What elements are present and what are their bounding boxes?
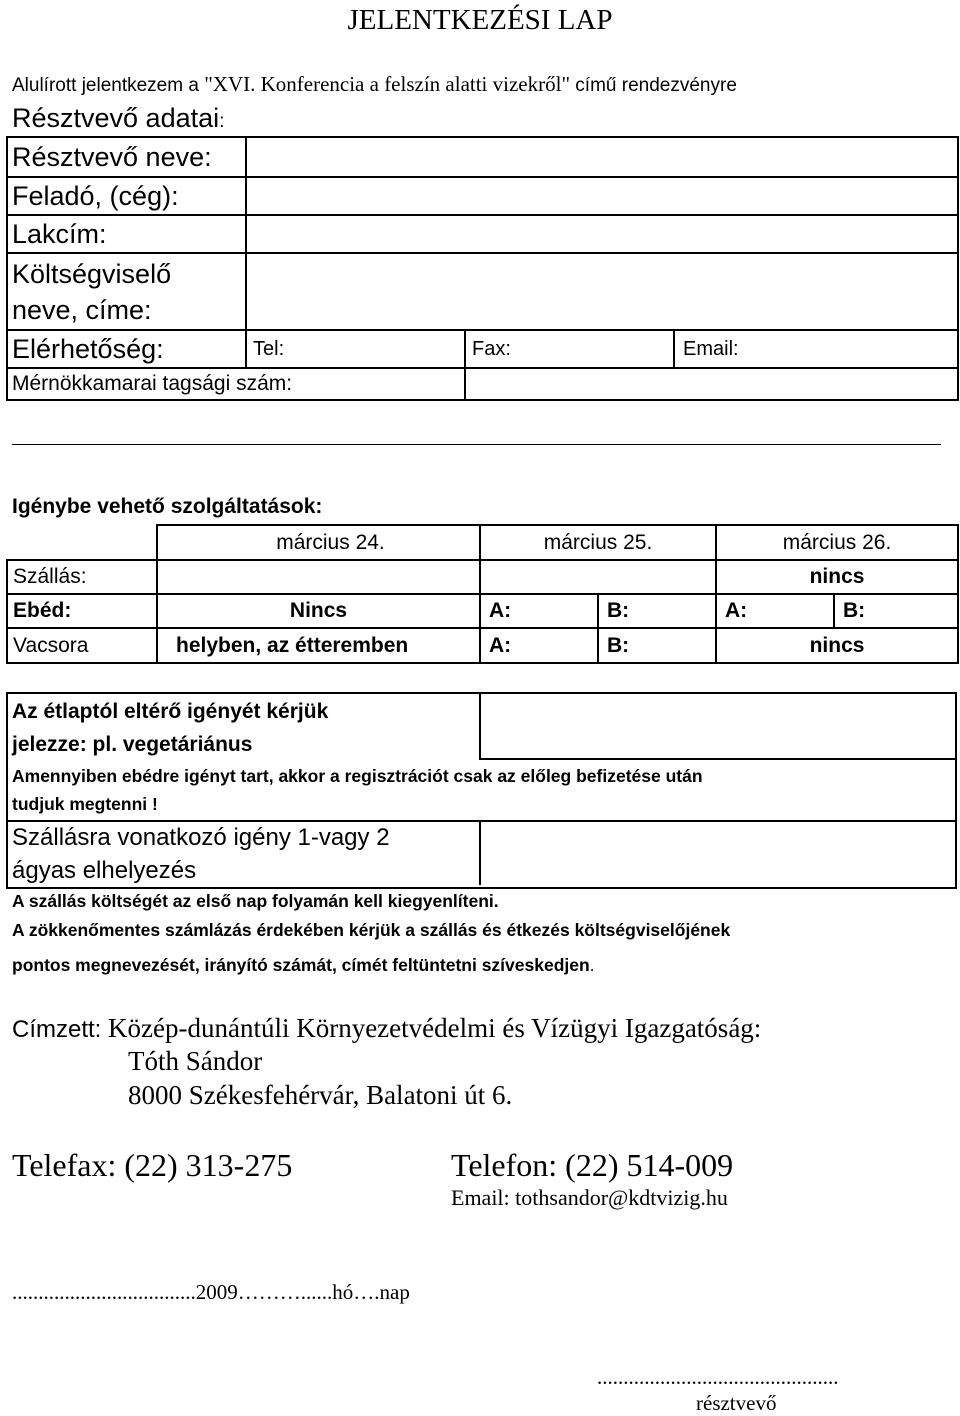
participant-heading xyxy=(12,101,224,139)
recipient-person: Tóth Sándor xyxy=(128,1046,263,1076)
payer-field[interactable] xyxy=(246,253,958,330)
payer-label-line-2: neve, címe: xyxy=(12,294,152,325)
dinner-day3-cell xyxy=(716,628,958,663)
participant-heading-text: Résztvevő adatai xyxy=(12,103,220,133)
lunch-day3-b-field[interactable] xyxy=(834,594,958,628)
lunch-day3-b-label: B: xyxy=(843,599,866,622)
lunch-day2-b-label: B: xyxy=(607,599,630,622)
dinner-day1-value: helyben, az étteremben xyxy=(176,633,409,657)
address-field[interactable] xyxy=(246,215,958,253)
room-label-line-2: ágyas elhelyezés xyxy=(12,857,197,884)
sender-label: Feladó, (cég): xyxy=(12,180,179,211)
contact-email: Email: tothsandor@kdtvizig.hu xyxy=(451,1185,728,1210)
lunch-day3-a-field[interactable] xyxy=(716,594,834,628)
email-field[interactable] xyxy=(674,330,958,368)
dinner-label: Vacsora xyxy=(13,633,89,657)
chamber-number-field[interactable] xyxy=(465,368,958,400)
lunch-label: Ebéd: xyxy=(13,599,72,622)
date-header-1 xyxy=(157,525,480,560)
email-label: Email: xyxy=(683,337,739,360)
tel-field[interactable] xyxy=(246,330,465,368)
chamber-label: Mérnökkamarai tagsági szám: xyxy=(12,372,293,395)
participant-heading-colon: : xyxy=(219,111,225,132)
dinner-day2-a-field[interactable] xyxy=(480,628,598,663)
signature-dots: .............................................. xyxy=(597,1365,839,1389)
date-1: március 24. xyxy=(276,530,385,554)
intro-line xyxy=(12,71,737,99)
address-label-cell xyxy=(7,215,246,253)
separator-line xyxy=(12,444,941,445)
dinner-day1-cell xyxy=(157,628,480,663)
participant-table xyxy=(6,136,959,401)
services-heading: Igénybe vehető szolgáltatások: xyxy=(12,495,323,518)
dinner-label-cell xyxy=(7,628,157,663)
lunch-day1-cell xyxy=(157,594,480,628)
billing-note-line-2-text: pontos megnevezését, irányító számát, címét feltüntetni szíveskedjen xyxy=(12,955,590,975)
billing-note-line-2-end: . xyxy=(589,955,595,975)
diet-input-box[interactable] xyxy=(479,692,955,760)
lunch-day2-b-field[interactable] xyxy=(598,594,716,628)
participant-name-label: Résztvevő neve: xyxy=(12,141,212,172)
payer-label-line-1: Költségviselő xyxy=(12,258,172,289)
payer-label-cell xyxy=(7,253,246,330)
date-header-3 xyxy=(716,525,958,560)
lodging-day3-cell xyxy=(716,560,958,594)
diet-note-line-2: tudjuk megtenni ! xyxy=(12,794,158,814)
room-payment-note: A szállás költségét az első nap folyamán kell kiegyenlíteni. xyxy=(12,891,499,911)
billing-note-line-1: A zökkenőmentes számlázás érdekében kérjük a szállás és étkezés költségviselőjének xyxy=(12,920,731,940)
lodging-day3-value: nincs xyxy=(809,565,865,588)
signature-label: résztvevő xyxy=(696,1391,777,1415)
name-label-cell xyxy=(7,137,246,177)
lunch-day3-a-label: A: xyxy=(725,599,748,622)
telefon-number: Telefon: (22) 514-009 xyxy=(451,1147,734,1183)
lunch-label-cell xyxy=(7,594,157,628)
date-header-2 xyxy=(480,525,716,560)
dinner-day2-b-label: B: xyxy=(607,633,630,657)
lodging-day2-field[interactable] xyxy=(480,560,716,594)
diet-note-line-1: Amennyiben ebédre igényt tart, akkor a regisztrációt csak az előleg befizetése után xyxy=(12,766,703,786)
diet-label-line-1: Az étlaptól eltérő igényét kérjük xyxy=(12,700,329,723)
participant-name-field[interactable] xyxy=(246,137,958,177)
room-input-box[interactable] xyxy=(479,820,955,885)
chamber-label-cell xyxy=(7,368,465,400)
diet-label-line-2: jelezze: pl. vegetáriánus xyxy=(12,733,253,756)
fax-field[interactable] xyxy=(465,330,674,368)
intro-prefix: Alulírott jelentkezem a xyxy=(12,75,205,96)
telefax-number: Telefax: (22) 313-275 xyxy=(12,1147,293,1183)
conference-name: "XVI. Konferencia a felszín alatti vizekről" xyxy=(204,72,571,96)
recipient-address: 8000 Székesfehérvár, Balatoni út 6. xyxy=(128,1080,513,1110)
dinner-day2-a-label: A: xyxy=(489,633,512,657)
dinner-day3-value: nincs xyxy=(809,633,865,657)
date-line: ...................................2009………......hó….nap xyxy=(12,1280,410,1304)
services-corner-cell xyxy=(7,525,157,560)
lunch-day2-a-label: A: xyxy=(489,599,512,622)
contact-label: Elérhetőség: xyxy=(12,333,164,364)
lunch-day1-value: Nincs xyxy=(289,599,348,622)
recipient-line xyxy=(12,1012,761,1046)
fax-label: Fax: xyxy=(472,337,511,360)
address-label: Lakcím: xyxy=(12,218,107,249)
sender-field[interactable] xyxy=(246,177,958,215)
date-2: március 25. xyxy=(543,530,653,554)
lodging-label: Szállás: xyxy=(13,565,87,588)
dinner-day2-b-field[interactable] xyxy=(598,628,716,663)
intro-suffix: című rendezvényre xyxy=(570,75,737,96)
date-3: március 26. xyxy=(782,530,892,554)
lunch-day2-a-field[interactable] xyxy=(480,594,598,628)
room-label-line-1: Szállásra vonatkozó igény 1-vagy 2 xyxy=(12,824,390,851)
page-title: JELENTKEZÉSI LAP xyxy=(347,4,613,36)
recipient-org: Közép-dunántúli Környezetvédelmi és Vízügyi Igazgatóság: xyxy=(108,1013,762,1043)
recipient-label: Címzett: xyxy=(12,1016,102,1043)
lodging-label-cell xyxy=(7,560,157,594)
services-table xyxy=(6,524,959,664)
contact-label-cell xyxy=(7,330,246,368)
lodging-day1-field[interactable] xyxy=(157,560,480,594)
billing-note-line-2 xyxy=(12,953,595,977)
tel-label: Tel: xyxy=(253,337,285,360)
sender-label-cell xyxy=(7,177,246,215)
